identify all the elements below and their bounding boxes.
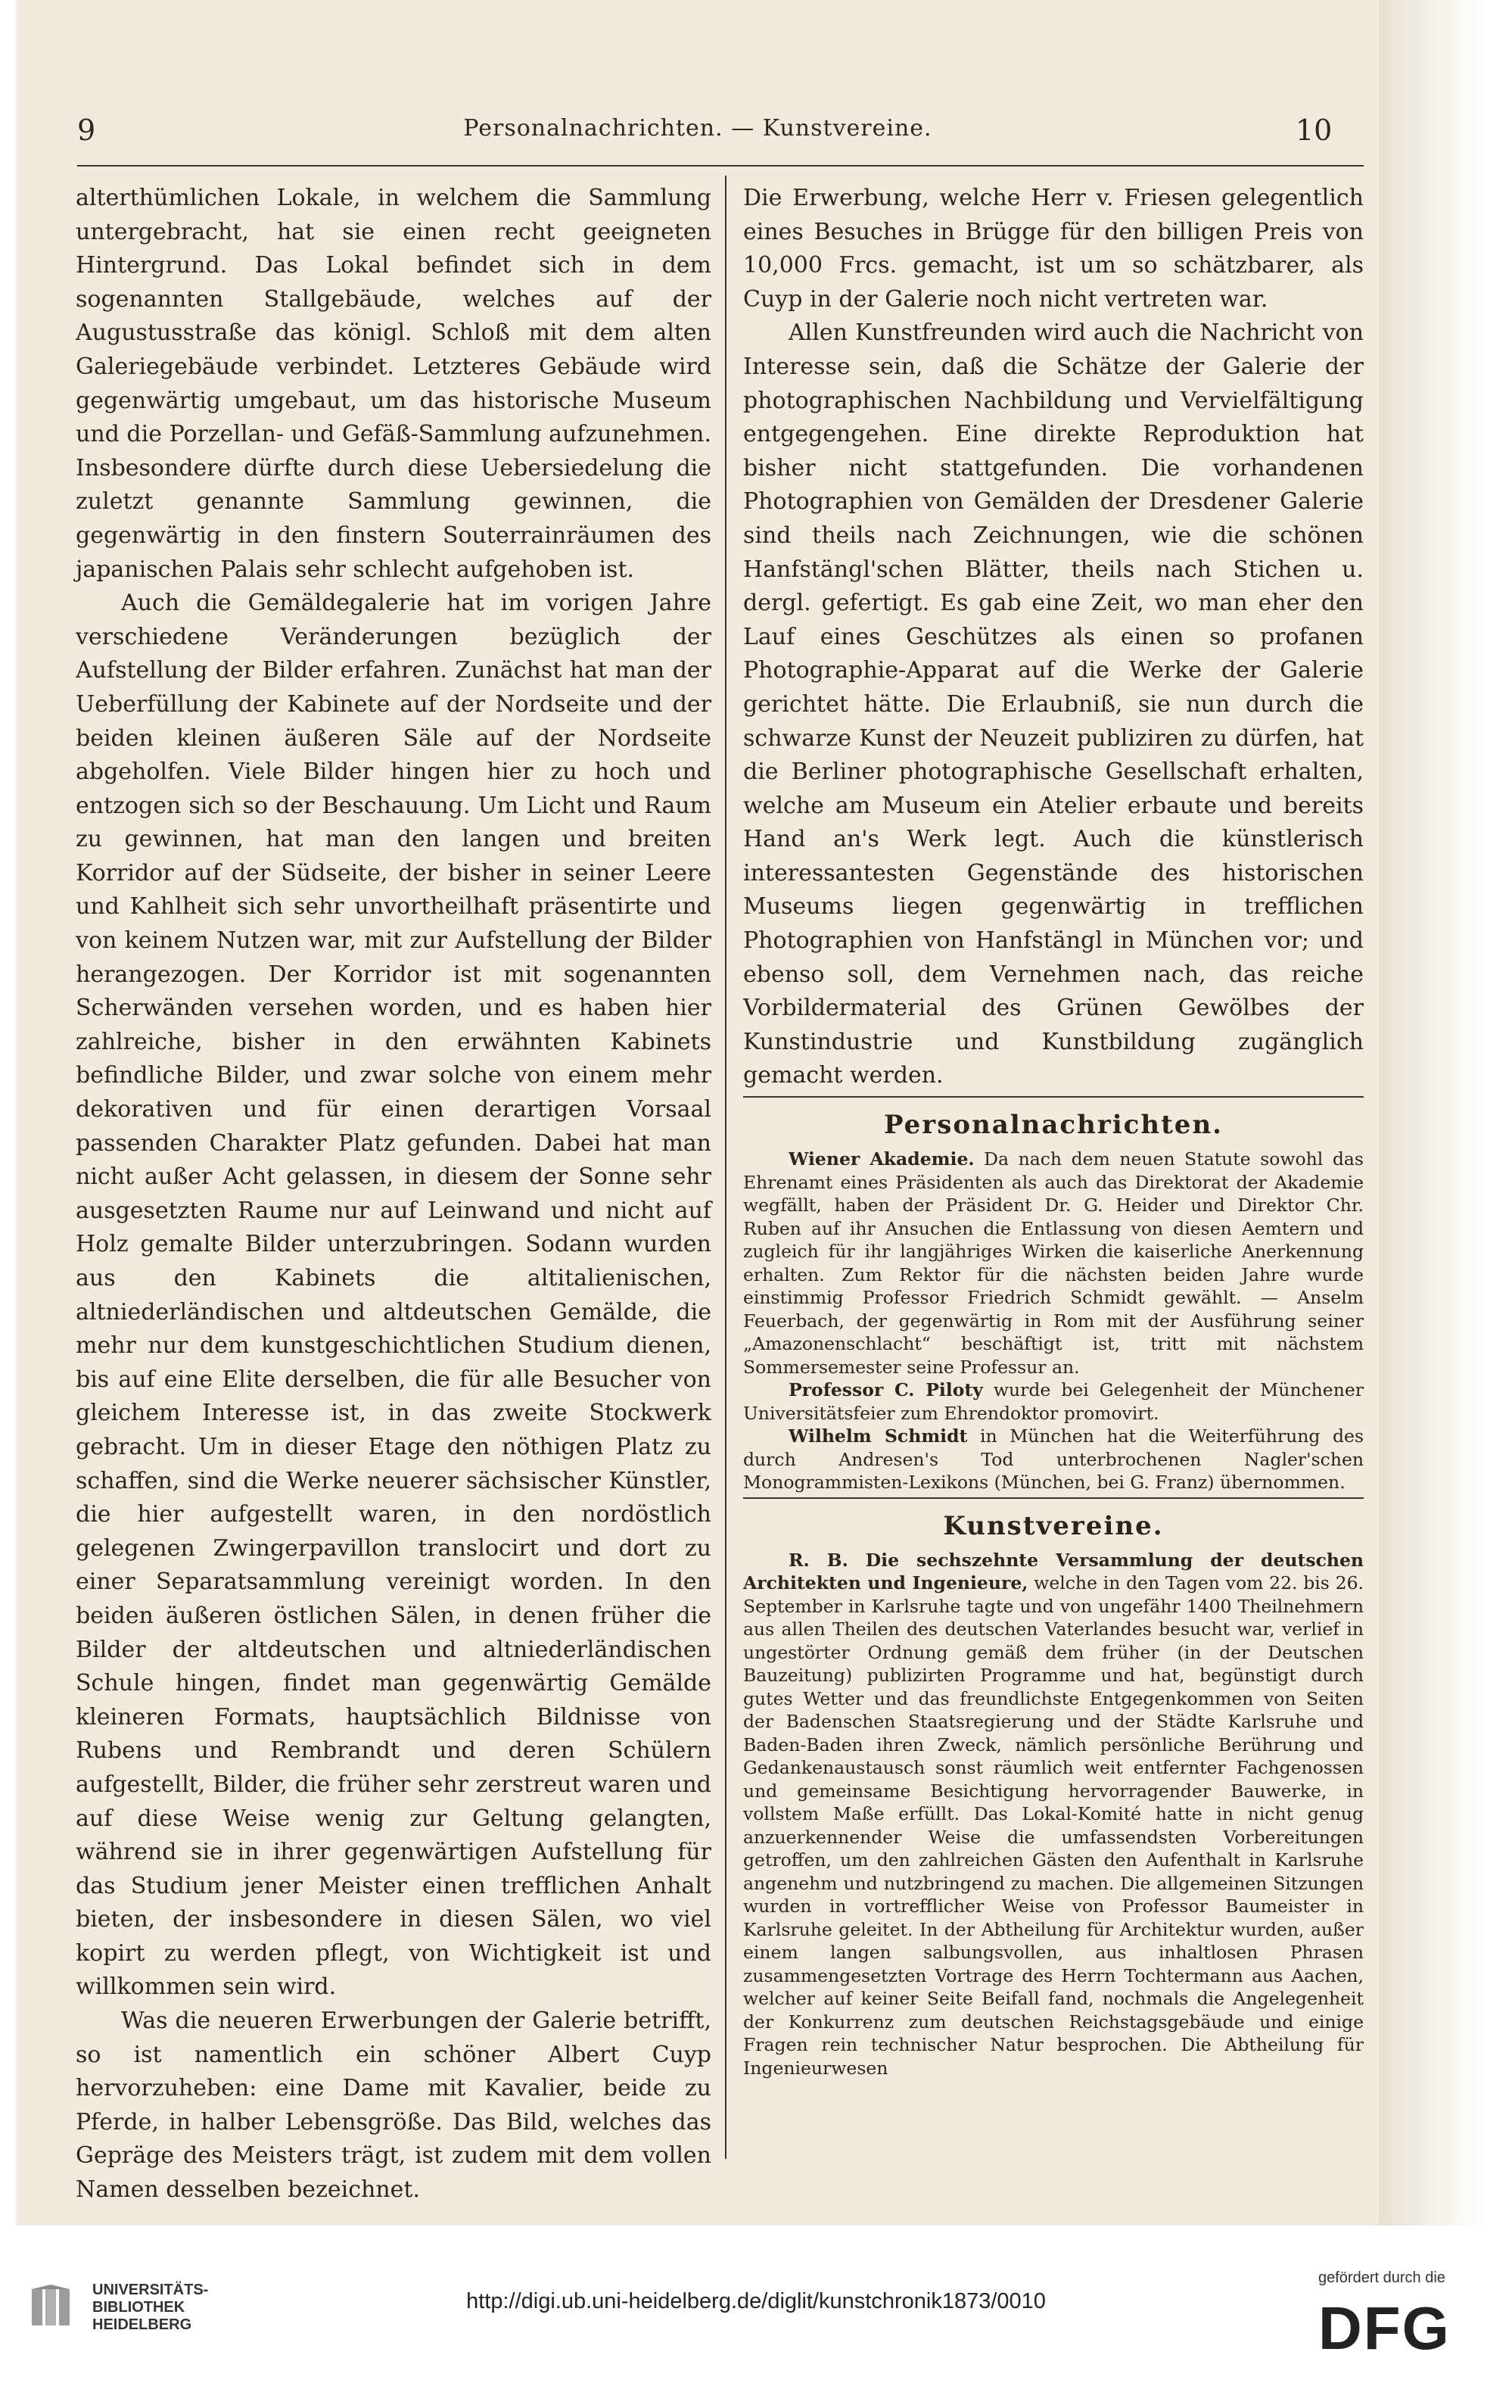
viewer-footer: [0, 2226, 1512, 2408]
left-paragraph: Auch die Gemäldegalerie hat im vorigen Jahre verschiedene Veränderungen bezüglich der Aufstellung der Bilder erfahren. Zunächst hat man der Ueberfüllung der Kabinete auf der Nordseite und der beiden kleinen äußeren Säle auf der Nordseite abgeholfen. Viele Bilder hingen hier zu hoch und entzogen sich so der Beschauung. Um Licht und Raum zu gewinnen, hat man den langen und breiten Korridor auf der Südseite, der bisher in seiner Leere und Kahlheit sich sehr unvortheilhaft präsentirte und von keinem Nutzen war, mit zur Aufstellung der Bilder herangezogen. Der Korridor ist mit sogenannten Scherwänden versehen worden, und es haben hier zahlreiche, bisher in den erwähnten Kabinets befindliche Bilder, und zwar solche von einem mehr dekorativen und für einen derartigen Vorsaal passenden Charakter Platz gefunden. Dabei hat man nicht außer Acht gelassen, in diesem der Sonne sehr ausgesetzten Raume nur auf Leinwand und nicht auf Holz gemalte Bilder unterzubringen. Sodann wurden aus den Kabinets die altitalienischen, altniederländischen und altdeutschen Gemälde, die mehr nur dem kunstgeschichtlichen Studium dienen, bis auf eine Elite derselben, die für alle Besucher von gleichem Interesse ist, in das zweite Stockwerk gebracht. Um in dieser Etage den nöthigen Platz zu schaffen, sind die Werke neuerer sächsischer Künstler, die hier aufgestellt waren, in den nordöstlich gelegenen Zwingerpavillon translocirt und dort zu einer Separatsammlung vereinigt worden. In den beiden äußeren östlichen Sälen, in denen früher die Bilder der altdeutschen und altniederländischen Schule hingen, findet man gegenwärtig Gemälde kleineren Formats, hauptsächlich Bildnisse von Rubens und Rembrandt und deren Schülern aufgestellt, Bilder, die früher sehr zerstreut waren und auf diese Weise wenig zur Geltung gelangten, während sie in ihrer gegenwärtigen Aufstellung für das Studium jener Meister einen trefflichen Anhalt bieten, der insbesondere in diesen Sälen, wo viel kopirt zu werden pflegt, von Wichtigkeit ist und willkommen sein wird.: [76, 590, 711, 2001]
running-title: Personalnachrichten. — Kunstvereine.: [463, 115, 932, 142]
page-number-right: 10: [1296, 114, 1333, 147]
news-item-lead: R. B. Die sechszehnte Versammlung der deutschen Architekten und Ingenieure,: [743, 1549, 1364, 1594]
library-name: UNIVERSITÄTS- BIBLIOTHEK HEIDELBERG: [92, 2282, 209, 2333]
left-paragraph: alterthümlichen Lokale, in welchem die Sammlung untergebracht, hat sie einen recht geeigneten Hintergrund. Das Lokal befindet sich in dem sogenannten Stallgebäude, welches auf der Augustusstraße das königl. Schloß mit dem alten Galeriegebäude verbindet. Letzteres Gebäude wird gegenwärtig umgebaut, um das historische Museum und die Porzellan- und Gefäß-Sammlung aufzunehmen. Insbesondere dürfte durch diese Uebersiedelung die zuletzt genannte Sammlung gewinnen, die gegenwärtig in den finstern Souterrainräumen des japanischen Palais sehr schlecht aufgehoben ist.: [76, 185, 711, 583]
news-item-lead: Wilhelm Schmidt: [789, 1425, 968, 1447]
funding-caption: gefördert durch die: [1318, 2269, 1445, 2286]
section-heading-personal: Personalnachrichten.: [884, 1110, 1223, 1141]
column-divider: [725, 176, 726, 2159]
left-paragraph: Was die neueren Erwerbungen der Galerie betrifft, so ist namentlich ein schöner Albert Cuyp hervorzuheben: eine Dame mit Kavalier, beide zu Pferde, in halber Lebensgröße. Das Bild, welches das Gepräge des Meisters trägt, ist zudem mit dem vollen Namen desselben bezeichnet.: [76, 2008, 711, 2204]
scanned-page: [17, 0, 1379, 2226]
news-item-text: wurde bei Gelegenheit der Münchener Universitätsfeier zum Ehrendoktor promovirt.: [743, 1379, 1364, 1424]
right-column: [743, 182, 1364, 2079]
header-rule: [77, 165, 1364, 167]
news-item: [743, 1148, 1364, 1378]
news-item-text: welche in den Tagen vom 22. bis 26. September in Karlsruhe tagte und von ungefähr 1400 Theilnehmern aus allen Theilen des deutschen Vaterlandes besucht war, verlief in ungestörter Ordnung gemäß dem früher (in der Deutschen Bauzeitung) publizirten Programme und hat, begünstigt durch gutes Wetter und das freundlichste Entgegenkommen von Seiten der Badenschen Staatsregierung und der Städte Karlsruhe und Baden-Baden ihren Zweck, nämlich persönliche Berührung und Gedankenaustausch sonst räumlich weit entfernter Fachgenossen und gemeinsame Besichtigung hervorragender Bauwerke, in vollstem Maße erfüllt. Das Lokal-Komité hatte in nicht genug anzuerkennender Weise die umfassendsten Vorbereitungen getroffen, um den zahlreichen Gästen den Aufenthalt in Karlsruhe angenehm und nutzbringend zu machen. Die allgemeinen Sitzungen wurden in vortrefflicher Weise von Professor Baumeister in Karlsruhe geleitet. In der Abtheilung für Architektur wurden, außer einem langen salbungsvollen, aus inhaltlosen Phrasen zusammengesetzten Vortrage des Herrn Tochtermann aus Aachen, welcher auf keiner Seite Beifall fand, nochmals die Angelegenheit der Konkurrenz zum deutschen Reichstagsgebäude und einige Fragen rein technischer Natur besprochen. Die Abtheilung für Ingenieurwesen: [743, 1572, 1364, 2079]
permalink[interactable]: http://digi.ub.uni-heidelberg.de/diglit/kunstchronik1873/0010: [466, 2289, 1046, 2313]
page-number-left: 9: [77, 114, 96, 147]
kunstvereine-news: [743, 1549, 1364, 2080]
news-item: [743, 1378, 1364, 1425]
right-paragraph: Allen Kunstfreunden wird auch die Nachricht von Interesse sein, daß die Schätze der Galerie der photographischen Nachbildung und Vervielfältigung entgegengehen. Eine direkte Reproduktion hat bisher nicht stattgefunden. Die vorhandenen Photographien von Gemälden der Dresdener Galerie sind theils nach Zeichnungen, wie die schönen Hanfstängl'schen Blätter, theils nach Stichen u. dergl. gefertigt. Es gab eine Zeit, wo man eher den Lauf eines Geschützes als einen so profanen Photographie-Apparat auf die Werke der Galerie gerichtet hätte. Die Erlaubniß, sie nun durch die schwarze Kunst der Neuzeit publiziren zu dürfen, hat die Berliner photographische Gesellschaft erhalten, welche am Museum ein Atelier erbaute und bereits Hand an's Werk legt. Auch die künstlerisch interessantesten Gegenstände des historischen Museums liegen gegenwärtig in trefflichen Photographien von Hanfstängl in München vor; und ebenso soll, dem Vernehmen nach, das reiche Vorbildermaterial des Grünen Gewölbes der Kunstindustrie und Kunstbildung zugänglich gemacht werden.: [743, 319, 1364, 1089]
news-item-text: Da nach dem neuen Statute sowohl das Ehrenamt eines Präsidenten als auch das Direktorat der Akademie wegfällt, haben der Präsident Dr. G. Heider und Direktor Chr. Ruben auf ihr Ansuchen die Entlassung von diesen Aemtern und zugleich für ihr langjähriges Wirken die kaiserliche Anerkennung erhalten. Zum Rektor für die nächsten beiden Jahre wurde einstimmig Professor Friedrich Schmidt gewählt. — Anselm Feuerbach, der gegenwärtig in Rom mit der Ausführung seiner „Amazonenschlacht“ beschäftigt ist, tritt mit nächstem Sommersemester seine Professur an.: [743, 1148, 1364, 1378]
news-item: [743, 1549, 1364, 2080]
news-item-text: in München hat die Weiterführung des durch Andresen's Tod unterbrochenen Nagler'schen Monogrammisten-Lexikons (München, bei G. Franz) übernommen.: [743, 1425, 1364, 1494]
news-item: [743, 1425, 1364, 1494]
news-item-lead: Wiener Akademie.: [789, 1148, 975, 1170]
page-edge: [1379, 0, 1485, 2226]
personal-news: [743, 1148, 1364, 1494]
section-heading-kunstvereine: Kunstvereine.: [943, 1510, 1164, 1541]
dfg-logo: DFG: [1318, 2294, 1451, 2362]
left-column: [76, 182, 711, 2207]
section-rule: [743, 1096, 1364, 1098]
news-item-lead: Professor C. Piloty: [789, 1379, 983, 1401]
section-rule: [743, 1497, 1364, 1499]
right-paragraph: Die Erwerbung, welche Herr v. Friesen gelegentlich eines Besuches in Brügge für den billigen Preis von 10,000 Frcs. gemacht, ist um so schätzbarer, als Cuyp in der Galerie noch nicht vertreten war.: [743, 185, 1364, 313]
